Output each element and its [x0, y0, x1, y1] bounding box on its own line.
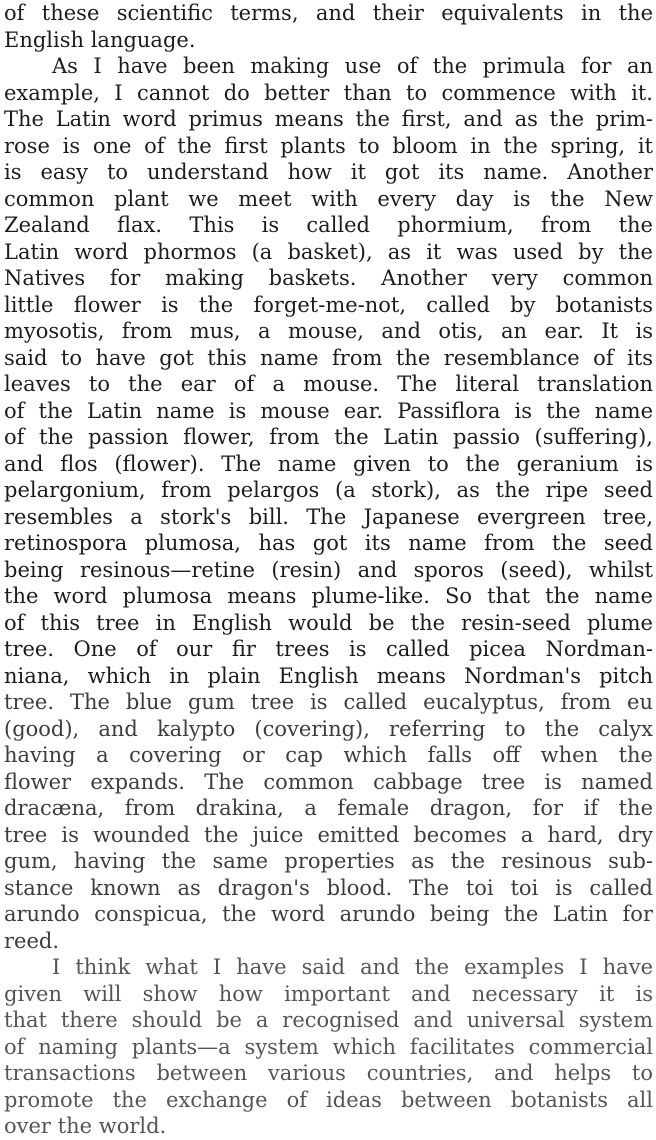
text-line: Natives for making baskets. Another very common — [4, 266, 653, 290]
text-line: promote the exchange of ideas between botanists all — [4, 1087, 653, 1112]
text-line: example, I cannot do better than to commence with it. — [4, 80, 653, 105]
text-line: over the world. — [4, 1114, 167, 1138]
text-line: The Latin word primus means the first, and as the prim- — [4, 107, 653, 131]
text-line: I think what I have said and the examples I have — [52, 955, 653, 979]
text-line: of these scientific terms, and their equivalents in the — [4, 1, 653, 25]
text-line: of the passion flower, from the Latin passio (suffering), — [4, 425, 653, 449]
text-line: transactions between various countries, and helps to — [4, 1061, 653, 1085]
text-line: Zealand flax. This is called phormium, from the — [4, 213, 653, 237]
text-line: said to have got this name from the resemblance of its — [4, 345, 653, 370]
text-line: tree. One of our fir trees is called picea Nordman- — [4, 637, 653, 661]
text-line: English language. — [4, 27, 196, 52]
text-line: the word plumosa means plume-like. So that the name — [4, 584, 653, 608]
text-line: being resinous—retine (resin) and sporos (seed), whilst — [4, 557, 653, 582]
text-line: leaves to the ear of a mouse. The literal translation — [4, 372, 653, 396]
paragraph-primula-examples — [4, 53, 653, 954]
text-line: tree. The blue gum tree is called eucalyptus, from eu — [4, 690, 653, 714]
text-line: flower expands. The common cabbage tree is named — [4, 769, 653, 794]
paragraph-continued — [4, 0, 653, 53]
text-line: rose is one of the first plants to bloom in the spring, it — [4, 133, 653, 158]
text-line: arundo conspicua, the word arundo being the Latin for — [4, 902, 653, 926]
text-line: having a covering or cap which falls off when the — [4, 743, 653, 767]
text-line: (good), and kalypto (covering), referring to the calyx — [4, 716, 653, 741]
text-line: of the Latin name is mouse ear. Passiflora is the name — [4, 398, 653, 423]
text-line: tree is wounded the juice emitted becomes a hard, dry — [4, 822, 653, 847]
text-line: that there should be a recognised and universal system — [4, 1008, 653, 1032]
text-line: As I have been making use of the primula for an — [52, 54, 653, 78]
text-line: Latin word phormos (a basket), as it was used by the — [4, 239, 653, 264]
text-line: reed. — [4, 928, 60, 953]
text-line: of this tree in English would be the resin-seed plume — [4, 610, 653, 635]
text-line: stance known as dragon's blood. The toi toi is called — [4, 875, 653, 900]
text-line: myosotis, from mus, a mouse, and otis, an ear. It is — [4, 319, 653, 343]
text-line: niana, which in plain English means Nordman's pitch — [4, 663, 653, 688]
text-line: retinospora plumosa, has got its name from the seed — [4, 531, 653, 555]
text-line: gum, having the same properties as the resinous sub- — [4, 849, 653, 873]
text-line: resembles a stork's bill. The Japanese evergreen tree, — [4, 504, 653, 529]
text-line: and flos (flower). The name given to the geranium is — [4, 451, 653, 476]
text-line: is easy to understand how it got its name. Another — [4, 160, 653, 184]
paragraph-conclusion — [4, 954, 653, 1140]
text-line: pelargonium, from pelargos (a stork), as the ripe seed — [4, 478, 653, 502]
text-line: common plant we meet with every day is the New — [4, 186, 653, 211]
text-line: dracæna, from drakina, a female dragon, for if the — [4, 796, 653, 820]
text-line: little flower is the forget-me-not, called by botanists — [4, 292, 653, 317]
text-line: of naming plants—a system which facilitates commercial — [4, 1034, 653, 1059]
text-line: given will show how important and necessary it is — [4, 981, 653, 1006]
